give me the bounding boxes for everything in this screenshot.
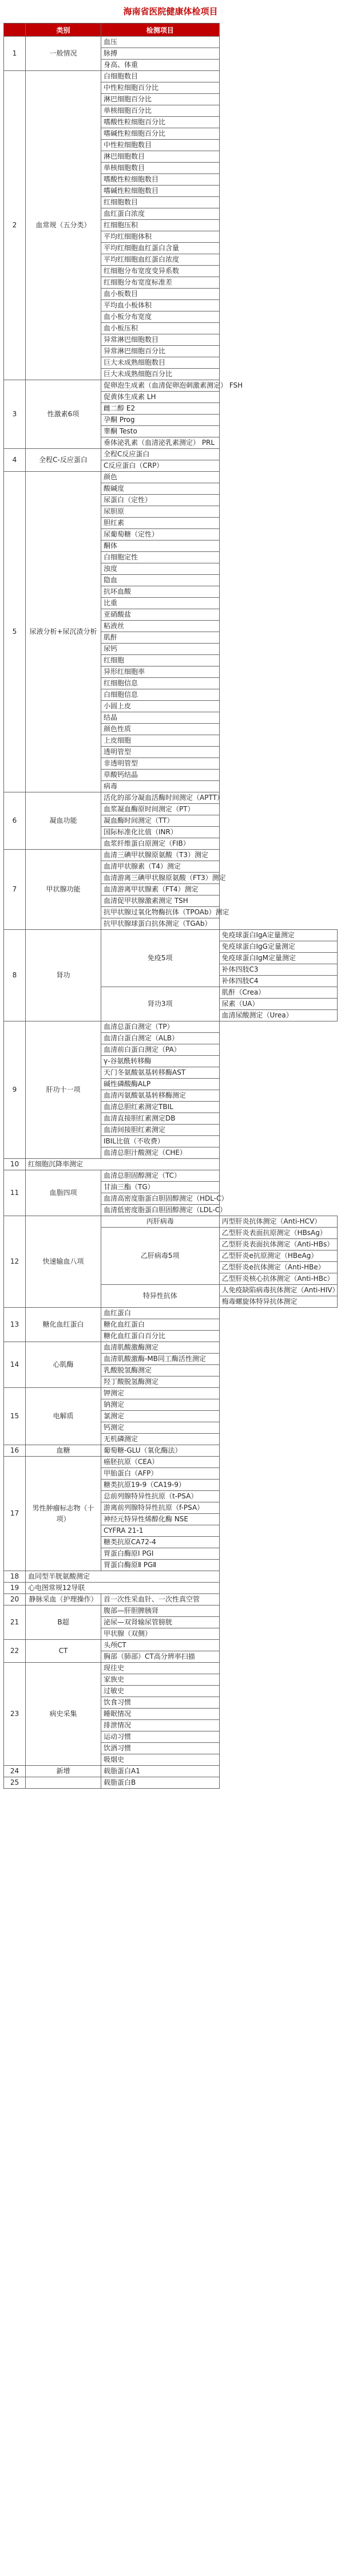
item-cell: 胸部（肺部）CT高分辨率扫描 <box>101 1651 220 1663</box>
category-cell <box>26 1777 101 1789</box>
item-cell: 脉搏 <box>101 48 220 60</box>
row-number: 16 <box>4 1445 26 1457</box>
item-cell: 血清肌酸激酶测定 <box>101 1342 220 1354</box>
table-row <box>4 1766 338 1777</box>
item-cell: 丙型肝炎抗体测定（Anti-HCV） <box>219 1216 338 1228</box>
row-number: 3 <box>4 380 26 449</box>
subcategory-cell: 免疫5项 <box>101 930 220 987</box>
subcategory-cell: 特异性抗体 <box>101 1285 220 1308</box>
item-cell: 国际标准化比值（INR） <box>101 827 220 838</box>
item-cell: 糖化血红蛋白百分比 <box>101 1331 220 1342</box>
item-cell: 血红蛋白浓度 <box>101 208 220 220</box>
item-cell: 单核细胞数目 <box>101 163 220 174</box>
item-cell: 促黄体生成素 LH <box>101 392 220 403</box>
category-cell: 血脂四项 <box>26 1170 101 1216</box>
category-cell: 静脉采血（护理操作） <box>26 1594 101 1605</box>
item-cell: 嗜碱性粒细胞百分比 <box>101 128 220 140</box>
item-cell: 血小板数目 <box>101 289 220 300</box>
category-cell: 血常规（五分类） <box>26 71 101 380</box>
item-cell: 红细胞压积 <box>101 220 220 231</box>
table-row <box>4 850 338 861</box>
item-cell: 草酸钙结晶 <box>101 770 220 781</box>
item-cell: 甘油三酯（TG） <box>101 1182 220 1193</box>
item-cell: 免疫球蛋白IgM定量测定 <box>219 953 338 964</box>
item-cell: 血清游离甲状腺素（FT4）测定 <box>101 884 220 896</box>
category-cell: 病史采集 <box>26 1663 101 1766</box>
item-cell: 白细胞信息 <box>101 689 220 701</box>
table-row <box>4 449 338 460</box>
table-row <box>4 1777 338 1789</box>
row-number: 13 <box>4 1308 26 1342</box>
item-cell: 抗甲状腺过氧化物酶抗体（TPOAb）测定 <box>101 907 220 918</box>
row-number: 2 <box>4 71 26 380</box>
item-cell: 病毒 <box>101 781 220 792</box>
item-cell: 葡萄糖-GLU（氧化酶法） <box>101 1445 220 1457</box>
item-cell: 血清游离三碘甲状腺原氨酸（FT3）测定 <box>101 873 220 884</box>
item-cell: 梅毒螺旋体特异抗体测定 <box>219 1296 338 1308</box>
item-cell: 钠测定 <box>101 1399 220 1411</box>
item-cell: 红细胞分布宽度变异系数 <box>101 266 220 277</box>
item-cell: 乙型肝炎表面抗体测定（Anti-HBs） <box>219 1239 338 1250</box>
row-number: 9 <box>4 1021 26 1159</box>
item-cell: 血清低密度脂蛋白胆固醇测定（LDL-C） <box>101 1205 220 1216</box>
item-cell: 巨大未成熟细胞数目 <box>101 357 220 369</box>
row-number: 23 <box>4 1663 26 1766</box>
item-cell: 血清前白蛋白测定（PA） <box>101 1044 220 1056</box>
checkup-table <box>3 23 338 1789</box>
item-cell: 活化的部分凝血活酶时间测定（APTT） <box>101 792 220 804</box>
row-number: 1 <box>4 37 26 71</box>
item-cell: 淋巴细胞数目 <box>101 151 220 163</box>
item-cell: 身高、体重 <box>101 60 220 71</box>
item-cell: 总前列腺特异性抗原（t-PSA） <box>101 1491 220 1502</box>
item-cell: 酮体 <box>101 541 220 552</box>
table-body <box>4 37 338 1789</box>
item-cell: 胃蛋白酶原Ⅱ PGⅡ <box>101 1560 220 1571</box>
item-cell: 免疫球蛋白IgA定量测定 <box>219 930 338 941</box>
item-cell: 尿胆原 <box>101 506 220 518</box>
row-number: 18 <box>4 1571 26 1583</box>
item-cell: 颜色性质 <box>101 724 220 735</box>
item-cell: 红细胞 <box>101 655 220 666</box>
item-cell: 亚硝酸盐 <box>101 609 220 621</box>
table-row <box>4 1445 338 1457</box>
item-cell: 雌二醇 E2 <box>101 403 220 415</box>
item-cell: 全程C反应蛋白 <box>101 449 220 460</box>
item-cell: 神经元特异性烯醇化酶 NSE <box>101 1514 220 1525</box>
item-cell: 人免疫缺陷病毒抗体测定（Anti-HIV） <box>219 1285 338 1296</box>
row-number: 4 <box>4 449 26 472</box>
table-row <box>4 1640 338 1651</box>
item-cell: 尿素（UA） <box>219 999 338 1010</box>
item-cell: 钙测定 <box>101 1422 220 1434</box>
row-number: 24 <box>4 1766 26 1777</box>
item-cell: 血压 <box>101 37 220 48</box>
item-cell: 上皮细胞 <box>101 735 220 747</box>
item-cell: 红细胞分布宽度标准差 <box>101 277 220 289</box>
header-number <box>4 23 26 37</box>
item-cell: 异常淋巴细胞数目 <box>101 334 220 346</box>
row-number: 21 <box>4 1605 26 1640</box>
item-cell: 中性粒细胞数目 <box>101 140 220 151</box>
row-number: 17 <box>4 1457 26 1571</box>
row-number: 8 <box>4 930 26 1021</box>
item-cell: 天门冬氨酸氨基转移酶AST <box>101 1067 220 1079</box>
item-cell: IBIL比值（不收费） <box>101 1136 220 1147</box>
item-cell: 尿钙 <box>101 644 220 655</box>
item-cell: 透明管型 <box>101 747 220 758</box>
item-cell: 浊度 <box>101 563 220 575</box>
item-cell: 头颅CT <box>101 1640 220 1651</box>
item-cell: 白细胞数目 <box>101 71 220 82</box>
table-row <box>4 930 338 941</box>
category-cell: 红细胞沉降率测定 <box>26 1159 220 1170</box>
item-cell: 血红蛋白 <box>101 1308 220 1319</box>
category-cell: 尿液分析+尿沉渣分析 <box>26 472 101 792</box>
item-cell: 碱性磷酸酶ALP <box>101 1079 220 1090</box>
category-cell: 糖化血红蛋白 <box>26 1308 101 1342</box>
item-cell: 睡眠情况 <box>101 1709 220 1720</box>
category-cell: 一般情况 <box>26 37 101 71</box>
item-cell: 肌酐 <box>101 632 220 644</box>
item-cell: 甲胎蛋白（AFP） <box>101 1468 220 1480</box>
category-cell: 快速输血八项 <box>26 1216 101 1308</box>
item-cell: 血浆凝血酶原时间测定（PT） <box>101 804 220 815</box>
item-cell: 单核细胞百分比 <box>101 105 220 117</box>
item-cell: 糖类抗原19-9（CA19-9） <box>101 1480 220 1491</box>
category-cell: 凝血功能 <box>26 792 101 850</box>
category-cell: B超 <box>26 1605 101 1640</box>
table-row <box>4 1216 338 1228</box>
item-cell: 白细胞定性 <box>101 552 220 563</box>
item-cell: 尿蛋白（定性） <box>101 495 220 506</box>
item-cell: 血清总胆红素测定TBIL <box>101 1102 220 1113</box>
item-cell: 饮食习惯 <box>101 1697 220 1709</box>
item-cell: 平均血小板体积 <box>101 300 220 311</box>
item-cell: 游离前列腺特异性抗原（f-PSA） <box>101 1502 220 1514</box>
table-row <box>4 1021 338 1033</box>
item-cell: 平均红细胞血红蛋白浓度 <box>101 254 220 266</box>
item-cell: 嗜酸性粒细胞百分比 <box>101 117 220 128</box>
item-cell: 小圆上皮 <box>101 701 220 712</box>
item-cell: 乙型肝炎e抗体测定（Anti-HBe） <box>219 1262 338 1273</box>
table-row <box>4 1170 338 1182</box>
item-cell: 垂体泌乳素（血清泌乳素测定） PRL <box>101 437 220 449</box>
item-cell: 家族史 <box>101 1674 220 1686</box>
item-cell: 肌酐（Crea） <box>219 987 338 999</box>
item-cell: 羟丁酸脱氢酶测定 <box>101 1376 220 1388</box>
item-cell: 异常淋巴细胞百分比 <box>101 346 220 357</box>
table-row <box>4 1583 338 1594</box>
item-cell: 血清丙氨酸氨基转移酶测定 <box>101 1090 220 1102</box>
item-cell: 现往史 <box>101 1663 220 1674</box>
item-cell: 凝血酶时间测定（TT） <box>101 815 220 827</box>
item-cell: 异形红细胞率 <box>101 666 220 678</box>
item-cell: 乙型肝炎e抗原测定（HBeAg） <box>219 1250 338 1262</box>
table-row <box>4 380 338 392</box>
item-cell: CYFRA 21-1 <box>101 1525 220 1537</box>
item-cell: 乳酸脱氢酶测定 <box>101 1365 220 1376</box>
table-row <box>4 1571 338 1583</box>
item-cell: 糖化血红蛋白 <box>101 1319 220 1331</box>
table-row <box>4 1594 338 1605</box>
item-cell: 甲状腺（双侧） <box>101 1628 220 1640</box>
table-row <box>4 472 338 483</box>
category-cell: 男性肿瘤标志物（十项） <box>26 1457 101 1571</box>
item-cell: 血清直接胆红素测定DB <box>101 1113 220 1125</box>
table-row <box>4 1159 338 1170</box>
subcategory-cell: 乙肝病毒5项 <box>101 1228 220 1285</box>
category-cell: 肾功 <box>26 930 101 1021</box>
row-number: 7 <box>4 850 26 930</box>
item-cell: 无机磷测定 <box>101 1434 220 1445</box>
item-cell: 孕酮 Prog <box>101 415 220 426</box>
category-cell: 心电图常规12导联 <box>26 1583 220 1594</box>
category-cell: 血糖 <box>26 1445 101 1457</box>
row-number: 6 <box>4 792 26 850</box>
item-cell: 抗坏血酸 <box>101 586 220 598</box>
item-cell: 血清总蛋白测定（TP） <box>101 1021 220 1033</box>
table-row <box>4 1605 338 1617</box>
table-row <box>4 1388 338 1399</box>
table-row <box>4 1308 338 1319</box>
item-cell: 排泄情况 <box>101 1720 220 1731</box>
table-row <box>4 37 338 48</box>
table-row <box>4 1342 338 1354</box>
item-cell: 酸碱度 <box>101 483 220 495</box>
table-row <box>4 71 338 82</box>
item-cell: 首一次性采血针、一次性真空管 <box>101 1594 220 1605</box>
subcategory-cell: 肾功3项 <box>101 987 220 1021</box>
item-cell: γ-谷氨酰转移酶 <box>101 1056 220 1067</box>
item-cell: 嗜碱性粒细胞数目 <box>101 186 220 197</box>
item-cell: 红细胞数目 <box>101 197 220 208</box>
item-cell: 隐血 <box>101 575 220 586</box>
item-cell: 补体四肢C4 <box>219 976 338 987</box>
item-cell: 平均红细胞体积 <box>101 231 220 243</box>
item-cell: 淋巴细胞百分比 <box>101 94 220 105</box>
header-category: 类别 <box>26 23 101 37</box>
category-cell: 性激素6项 <box>26 380 101 449</box>
row-number: 5 <box>4 472 26 792</box>
item-cell: 血清肌酸激酶-MB同工酶活性测定 <box>101 1354 220 1365</box>
category-cell: 新增 <box>26 1766 101 1777</box>
subcategory-cell: 丙肝病毒 <box>101 1216 220 1228</box>
row-number: 12 <box>4 1216 26 1308</box>
row-number: 20 <box>4 1594 26 1605</box>
category-cell: 肝功十一项 <box>26 1021 101 1159</box>
item-cell: 乙型肝炎表面抗原测定（HBsAg） <box>219 1228 338 1239</box>
category-cell: 电解质 <box>26 1388 101 1445</box>
table-row <box>4 792 338 804</box>
table-row <box>4 1457 338 1468</box>
item-cell: 血清三碘甲状腺原氨酸（T3）测定 <box>101 850 220 861</box>
category-cell: 甲状腺功能 <box>26 850 101 930</box>
item-cell: 吸烟史 <box>101 1754 220 1766</box>
item-cell: 载脂蛋白B <box>101 1777 220 1789</box>
item-cell: 血清白蛋白测定（ALB） <box>101 1033 220 1044</box>
item-cell: 非透明管型 <box>101 758 220 770</box>
item-cell: 血小板压积 <box>101 323 220 334</box>
item-cell: 乙型肝炎核心抗体测定（Anti-HBc） <box>219 1273 338 1285</box>
table-row <box>4 1663 338 1674</box>
item-cell: 载脂蛋白A1 <box>101 1766 220 1777</box>
item-cell: 嗜酸性粒细胞数目 <box>101 174 220 186</box>
item-cell: 氯测定 <box>101 1411 220 1422</box>
item-cell: 巨大未成熟细胞百分比 <box>101 369 220 380</box>
item-cell: 补体四肢C3 <box>219 964 338 976</box>
row-number: 22 <box>4 1640 26 1663</box>
item-cell: 平均红细胞血红蛋白含量 <box>101 243 220 254</box>
item-cell: 睾酮 Testo <box>101 426 220 437</box>
item-cell: 血清高密度脂蛋白胆固醇测定（HDL-C） <box>101 1193 220 1205</box>
item-cell: 运动习惯 <box>101 1731 220 1743</box>
item-cell: 抗甲状腺球蛋白抗体测定（TGAb） <box>101 918 220 930</box>
category-cell: CT <box>26 1640 101 1663</box>
table-header-row <box>4 23 338 37</box>
item-cell: 血清间接胆红素测定 <box>101 1125 220 1136</box>
item-cell: 血清甲状腺素（T4）测定 <box>101 861 220 873</box>
row-number: 10 <box>4 1159 26 1170</box>
item-cell: 腹部—肝胆脾胰肾 <box>101 1605 220 1617</box>
item-cell: 饮酒习惯 <box>101 1743 220 1754</box>
item-cell: 血清尿酸测定（Urea） <box>219 1010 338 1021</box>
category-cell: 血同型半胱氨酸测定 <box>26 1571 220 1583</box>
item-cell: 癌胚抗原（CEA） <box>101 1457 220 1468</box>
row-number: 14 <box>4 1342 26 1388</box>
item-cell: 免疫球蛋白IgG定量测定 <box>219 941 338 953</box>
item-cell: 钾测定 <box>101 1388 220 1399</box>
item-cell: 泌尿—双肾输尿管膀胱 <box>101 1617 220 1628</box>
item-cell: 血浆纤维蛋白原测定（FIB） <box>101 838 220 850</box>
row-number: 11 <box>4 1170 26 1216</box>
item-cell: 糖类抗原CA72-4 <box>101 1537 220 1548</box>
item-cell: 促卵泡生成素（血清促卵泡刺激素测定） FSH <box>101 380 220 392</box>
item-cell: 尿葡萄糖（定性） <box>101 529 220 541</box>
item-cell: 比重 <box>101 598 220 609</box>
row-number: 19 <box>4 1583 26 1594</box>
item-cell: 血清促甲状腺激素测定 TSH <box>101 896 220 907</box>
row-number: 15 <box>4 1388 26 1445</box>
item-cell: 血小板分布宽度 <box>101 311 220 323</box>
item-cell: 中性粒细胞百分比 <box>101 82 220 94</box>
item-cell: 红细胞信息 <box>101 678 220 689</box>
item-cell: 颜色 <box>101 472 220 483</box>
category-cell: 全程C-反应蛋白 <box>26 449 101 472</box>
item-cell: 血清总胆固醇测定（TC） <box>101 1170 220 1182</box>
page-title: 海南省医院健康体检项目 <box>123 6 218 17</box>
row-number: 25 <box>4 1777 26 1789</box>
item-cell: 过敏史 <box>101 1686 220 1697</box>
category-cell: 心肌酶 <box>26 1342 101 1388</box>
item-cell: 血清总胆汁酸测定（CHE） <box>101 1147 220 1159</box>
header-items: 检测项目 <box>101 23 220 37</box>
item-cell: 结晶 <box>101 712 220 724</box>
item-cell: C反应蛋白（CRP） <box>101 460 220 472</box>
item-cell: 胆红素 <box>101 518 220 529</box>
item-cell: 粘液丝 <box>101 621 220 632</box>
item-cell: 胃蛋白酶原Ⅰ PGⅠ <box>101 1548 220 1560</box>
